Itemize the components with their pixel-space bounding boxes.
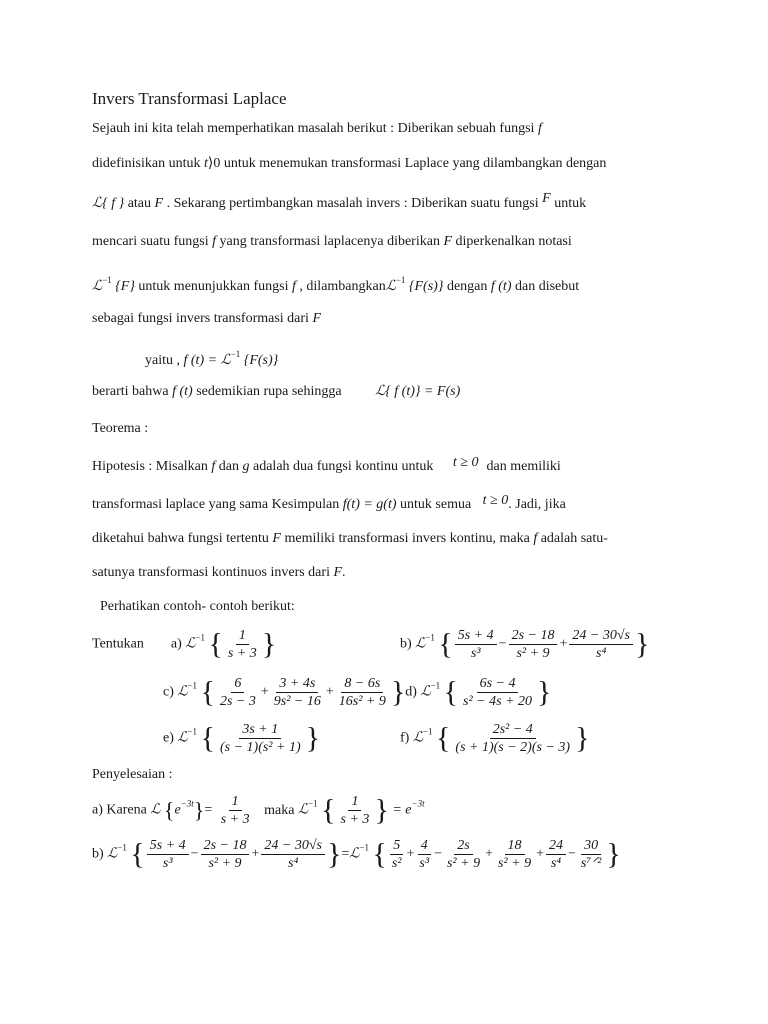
text: satunya transformasi kontinuos invers dari (92, 565, 334, 580)
solution-a: a) Karena ℒ $\{e^{-3t}\}=$ $\frac{1}{s + 3}$ maka ℒ$^{-1}$ { $\frac{1}{s + 3}$ } = $e^{-3t}$ (92, 793, 425, 827)
left-brace: { (438, 627, 453, 661)
denominator: s + 3 (227, 646, 257, 661)
laplace-symbol: ℒ (375, 383, 386, 399)
fraction (218, 794, 253, 827)
example-e (163, 722, 320, 755)
numerator: 1 (348, 794, 361, 811)
examples-intro: Perhatikan contoh- contoh berikut: (100, 599, 295, 614)
fraction (509, 628, 558, 661)
example-label: a) (170, 636, 182, 652)
math-gt0: ⟩0 (207, 156, 221, 171)
right-brace: } (374, 793, 389, 827)
laplace-symbol: ℒ (220, 352, 231, 368)
operator: + (559, 636, 568, 652)
numerator: 6 (231, 676, 244, 693)
math-f: f (292, 279, 296, 294)
math-F: F (154, 196, 164, 211)
operator: + (251, 846, 260, 862)
math-set-F: {F} (115, 279, 135, 294)
paragraph-line-2 (92, 155, 606, 173)
text: Sejauh ini kita telah memperhatikan masalah berikut : Diberikan sebuah fungsi (92, 121, 538, 136)
inverse-exponent: −1 (308, 798, 318, 809)
right-brace: } (575, 721, 590, 755)
fraction (338, 794, 373, 827)
inverse-exponent: −1 (395, 275, 406, 285)
text: dan (215, 459, 243, 474)
fraction (452, 722, 573, 755)
left-brace: { (163, 797, 175, 823)
text: dan memiliki (486, 459, 561, 474)
left-brace: { (372, 837, 387, 871)
math-F: F (312, 311, 322, 326)
text: maka (264, 802, 295, 818)
text: untuk (550, 196, 587, 211)
exponent: −3t (411, 798, 425, 809)
left-brace: { (208, 627, 223, 661)
fraction (389, 838, 405, 871)
left-brace: { (130, 837, 145, 871)
fraction (147, 838, 189, 871)
text: untuk semua (396, 497, 472, 512)
denominator: s + 3 (340, 812, 370, 827)
inverse-exponent: −1 (430, 680, 441, 691)
denominator: s⁴ (550, 856, 562, 871)
math-F: F (272, 531, 281, 546)
denominator: (s + 1)(s − 2)(s − 3) (455, 740, 571, 755)
numerator: 3s + 1 (239, 722, 281, 739)
operator: − (434, 846, 442, 862)
text: Tentukan (92, 636, 144, 652)
laplace-symbol: ℒ (177, 683, 188, 700)
text: , dilambangkan (295, 279, 386, 294)
solution-heading: Penyelesaian : (92, 767, 173, 782)
paragraph-line-4 (92, 233, 572, 251)
fraction (271, 676, 324, 709)
denominator: s² − 4s + 20 (463, 694, 533, 709)
fraction (546, 838, 566, 871)
paragraph-line-8 (92, 382, 460, 401)
math-F: F (542, 191, 551, 206)
math-f: f (211, 459, 216, 474)
text: dan disebut (511, 279, 580, 294)
laplace-symbol: ℒ (297, 801, 309, 818)
math-F-of-s: {F(s)} (243, 353, 279, 368)
math-f-of-t: f (t) (490, 279, 512, 294)
denominator: s⁷ᐟ² (580, 856, 602, 871)
text: . (342, 565, 346, 580)
right-brace: } (193, 797, 205, 823)
text: atau (124, 196, 155, 211)
exponent: −3t (180, 798, 194, 809)
denominator: 16s² + 9 (338, 694, 386, 709)
fraction (444, 838, 483, 871)
numerator: 8 − 6s (341, 676, 383, 693)
example-a (92, 628, 276, 661)
numerator: 4 (418, 838, 431, 855)
denominator: 9s² − 16 (273, 694, 321, 709)
math-f: f (212, 234, 217, 249)
fraction (336, 676, 389, 709)
fraction (495, 838, 534, 871)
fraction (225, 628, 260, 661)
right-brace: } (305, 721, 321, 755)
operator: + (325, 684, 334, 700)
text: diperkenalkan notasi (452, 234, 572, 249)
fraction (261, 838, 325, 871)
numerator: 1 (229, 794, 242, 811)
right-brace: } (326, 837, 342, 871)
math-f-of-t: f (t) (172, 384, 193, 399)
numerator: 2s (454, 838, 472, 855)
text: untuk menemukan transformasi Laplace yang dilambangkan dengan (220, 156, 607, 171)
math-g: g (242, 459, 250, 474)
numerator: 2s² − 4 (490, 722, 536, 739)
fraction (569, 628, 633, 661)
text: yang transformasi laplacenya diberikan (216, 234, 444, 249)
example-label: d) (405, 684, 417, 700)
denominator: s³ (470, 646, 481, 661)
math-t: t (204, 156, 208, 171)
denominator: s + 3 (220, 812, 250, 827)
left-brace: { (200, 675, 215, 709)
denominator: s² + 9 (446, 856, 481, 871)
numerator: 6s − 4 (477, 676, 519, 693)
operator: + (485, 846, 493, 862)
denominator: 2s − 3 (219, 694, 256, 709)
math-F: F (333, 565, 343, 580)
left-brace: { (443, 675, 459, 709)
text: mencari suatu fungsi (92, 234, 213, 249)
text: Hipotesis : Misalkan (92, 459, 212, 474)
operator: − (190, 846, 199, 862)
operator: − (567, 846, 576, 862)
laplace-symbol: ℒ (92, 278, 103, 294)
numerator: 5s + 4 (455, 628, 497, 645)
paragraph-line-1 (92, 120, 542, 138)
math-F-of-s: {F(s)} (408, 279, 444, 294)
laplace-symbol: ℒ (349, 845, 360, 862)
fraction (416, 838, 432, 871)
text: . Jadi, jika (508, 497, 566, 512)
math-f-of-t-eq: f (t) = (183, 353, 221, 368)
inverse-exponent: −1 (117, 842, 127, 853)
fraction (578, 838, 604, 871)
text: adalah satu- (537, 531, 608, 546)
page-title: Invers Transformasi Laplace (92, 89, 287, 108)
text: adalah dua fungsi kontinu untuk (249, 459, 434, 474)
text: sebagai fungsi invers transformasi dari (92, 311, 313, 326)
text: didefinisikan untuk (92, 156, 204, 171)
math-F: F (443, 234, 453, 249)
denominator: s² + 9 (516, 646, 550, 661)
theorem-heading: Teorema : (92, 421, 149, 436)
text: diketahui bahwa fungsi tertentu (92, 531, 273, 546)
numerator: 30 (581, 838, 601, 855)
numerator: 2s − 18 (201, 838, 250, 855)
numerator: 5s + 4 (147, 838, 189, 855)
left-brace: { (321, 793, 336, 827)
example-label: e) (163, 730, 174, 746)
numerator: 5 (390, 838, 403, 855)
solution-b (92, 838, 621, 871)
denominator: s⁴ (288, 856, 299, 871)
math-set-f: { f } (102, 196, 125, 211)
definition-line (145, 345, 278, 370)
example-label: c) (163, 684, 174, 700)
inverse-exponent: −1 (359, 842, 369, 853)
operator: + (536, 846, 544, 862)
paragraph-line-10 (92, 455, 561, 476)
math-condition: t ≥ 0 (482, 493, 509, 508)
laplace-symbol: ℒ (92, 195, 103, 211)
example-f (400, 722, 589, 755)
example-c (163, 676, 551, 709)
text: berarti bahwa (92, 384, 173, 399)
paragraph-line-11 (92, 493, 566, 514)
laplace-symbol: ℒ (150, 801, 161, 818)
text: yaitu , (145, 353, 184, 368)
fraction (460, 676, 535, 709)
math-condition: t ≥ 0 (452, 455, 479, 470)
fraction (455, 628, 497, 661)
operator: = (341, 846, 350, 862)
numerator: 24 (546, 838, 566, 855)
numerator: 2s − 18 (509, 628, 558, 645)
inverse-exponent: −1 (195, 632, 205, 643)
result: = e (392, 802, 412, 818)
numerator: 24 − 30√s (569, 628, 633, 645)
inverse-exponent: −1 (187, 726, 198, 737)
paragraph-line-6 (92, 310, 321, 328)
laplace-symbol: ℒ (185, 635, 196, 652)
text: untuk menunjukkan fungsi (134, 279, 293, 294)
math-equation: { f (t)} = F(s) (385, 384, 461, 399)
fraction (217, 676, 259, 709)
solution-label: a) Karena (92, 802, 147, 818)
left-brace: { (436, 721, 451, 755)
inverse-exponent: −1 (102, 275, 112, 285)
fraction (201, 838, 250, 871)
paragraph-line-5 (92, 271, 579, 296)
example-b (400, 628, 649, 661)
laplace-symbol: ℒ (107, 845, 118, 862)
text: . Sekarang pertimbangkan masalah invers : Diberikan suatu fungsi (163, 196, 543, 211)
left-brace: { (200, 721, 215, 755)
right-brace: } (390, 675, 406, 709)
operator: + (260, 684, 269, 700)
laplace-symbol: ℒ (177, 729, 188, 746)
right-brace: } (606, 837, 621, 871)
numerator: 3 + 4s (276, 676, 318, 693)
right-brace: } (634, 627, 650, 661)
math-f: f (533, 531, 538, 546)
laplace-symbol: ℒ (415, 635, 426, 652)
right-brace: } (261, 627, 277, 661)
denominator: (s − 1)(s² + 1) (219, 740, 301, 755)
fraction (217, 722, 304, 755)
operator: + (406, 846, 415, 862)
denominator: s³ (162, 856, 173, 871)
inverse-exponent: −1 (187, 680, 198, 691)
text: dengan (443, 279, 491, 294)
math-f: f (537, 121, 542, 136)
inverse-exponent: −1 (425, 632, 435, 643)
numerator: 18 (505, 838, 525, 855)
text: sedemikian rupa sehingga (192, 384, 342, 399)
example-label: f) (400, 730, 410, 746)
numerator: 24 − 30√s (261, 838, 325, 855)
denominator: s² + 9 (208, 856, 242, 871)
denominator: s² + 9 (497, 856, 532, 871)
inverse-exponent: −1 (230, 349, 241, 359)
right-brace: } (537, 675, 552, 709)
text: transformasi laplace yang sama Kesimpulan (92, 497, 343, 512)
laplace-symbol: ℒ (420, 683, 431, 700)
denominator: s³ (419, 856, 430, 871)
paragraph-line-12 (92, 530, 608, 548)
paragraph-line-3 (92, 191, 587, 213)
denominator: s² (391, 856, 402, 871)
math-e: e (174, 802, 181, 818)
solution-label: b) (92, 846, 104, 862)
laplace-symbol: ℒ (385, 278, 396, 294)
laplace-symbol: ℒ (412, 729, 423, 746)
inverse-exponent: −1 (422, 726, 433, 737)
paragraph-line-13 (92, 564, 346, 582)
text: memiliki transformasi invers kontinu, maka (280, 531, 534, 546)
numerator: 1 (236, 628, 249, 645)
example-label: b) (400, 636, 412, 652)
math-equation: f(t) = g(t) (342, 497, 397, 512)
operator: − (498, 636, 507, 652)
denominator: s⁴ (596, 646, 607, 661)
